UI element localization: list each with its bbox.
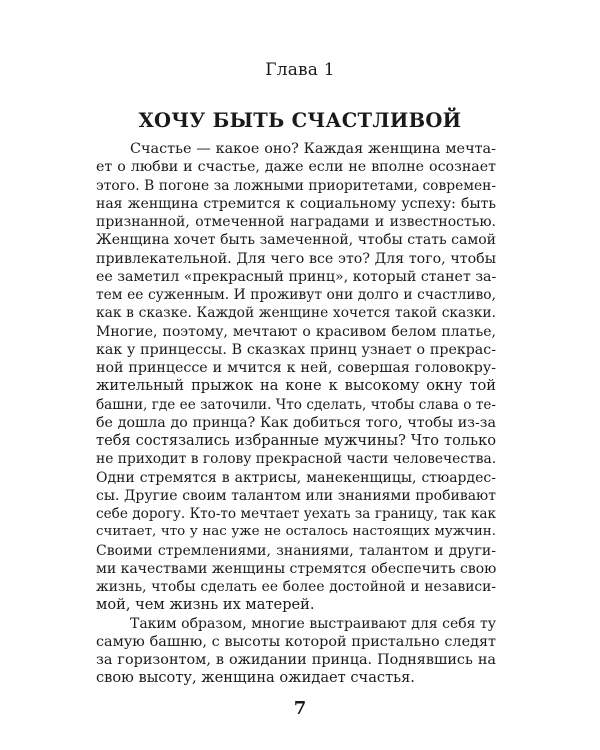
- text-line: тем ее суженным. И проживут они долго и счастливо,: [96, 287, 496, 303]
- text-line: этого. В погоне за ложными приоритетами, современ-: [96, 177, 496, 194]
- text-line: себе дорогу. Кто-то мечтает уехать за границу, так как: [96, 506, 496, 522]
- text-line: башни, где ее заточили. Что сделать, чтобы слава о те-: [96, 396, 496, 413]
- text-line: ная женщина стремится к социальному успеху: быть: [96, 195, 496, 212]
- text-line: Своими стремлениями, знаниями, талантом и други-: [96, 542, 496, 559]
- text-line: сы. Другие своим талантом или знаниями пробивают: [96, 487, 496, 504]
- paragraph: [96, 615, 496, 688]
- text-line: самую башню, с высоты которой пристально следят: [96, 633, 496, 650]
- text-line: Таким образом, многие выстраивают для себя ту: [130, 615, 496, 632]
- text-line: не приходит в голову прекрасной части человечества.: [96, 451, 497, 468]
- text-line: признанной, отмеченной наградами и известностью.: [96, 214, 496, 230]
- page-number: 7: [293, 698, 307, 719]
- body-text: [96, 140, 496, 688]
- text-line: бе дошла до принца? Как добиться того, чтобы из-за: [96, 414, 496, 431]
- text-line: считает, что у нас уже не осталось настоящих мужчин.: [96, 524, 496, 540]
- text-line: как у принцессы. В сказках принц узнает о прекрас-: [96, 341, 496, 358]
- text-line: за горизонтом, в ожидании принца. Поднявшись на: [96, 652, 496, 668]
- text-line: Женщина хочет быть замеченной, чтобы стать самой: [96, 232, 496, 249]
- chapter-title: ХОЧУ БЫТЬ СЧАСТЛИВОЙ: [138, 109, 462, 132]
- text-line: ет о любви и счастье, даже если не вполне осознает: [96, 159, 496, 176]
- text-line: тебя состязались избранные мужчины? Что только: [96, 432, 496, 449]
- text-line: ми качествами женщины стремятся обеспечить свою: [96, 560, 497, 577]
- chapter-label: Глава 1: [265, 60, 335, 80]
- text-line: ной принцессе и мчится к ней, совершая головокру-: [96, 360, 496, 376]
- text-line: ее заметил «прекрасный принц», который станет за-: [96, 268, 497, 285]
- text-line: привлекательной. Для чего все это? Для того, чтобы: [96, 250, 496, 267]
- text-line: как в сказке. Каждой женщине хочется такой сказки.: [96, 305, 496, 322]
- text-line: Многие, поэтому, мечтают о красивом белом платье,: [96, 323, 496, 340]
- text-line: Счастье — какое оно? Каждая женщина мечта-: [130, 141, 496, 157]
- text-line: Одни стремятся в актрисы, манекенщицы, стюардес-: [96, 469, 496, 486]
- text-line: жизнь, чтобы сделать ее более достойной и независи-: [96, 579, 496, 595]
- text-line: жительный прыжок на коне к высокому окну той: [96, 377, 496, 395]
- text-line: свою высоту, женщина ожидает счастья.: [96, 669, 415, 687]
- text-line: мой, чем жизнь их матерей.: [96, 596, 315, 614]
- paragraph: [96, 140, 496, 615]
